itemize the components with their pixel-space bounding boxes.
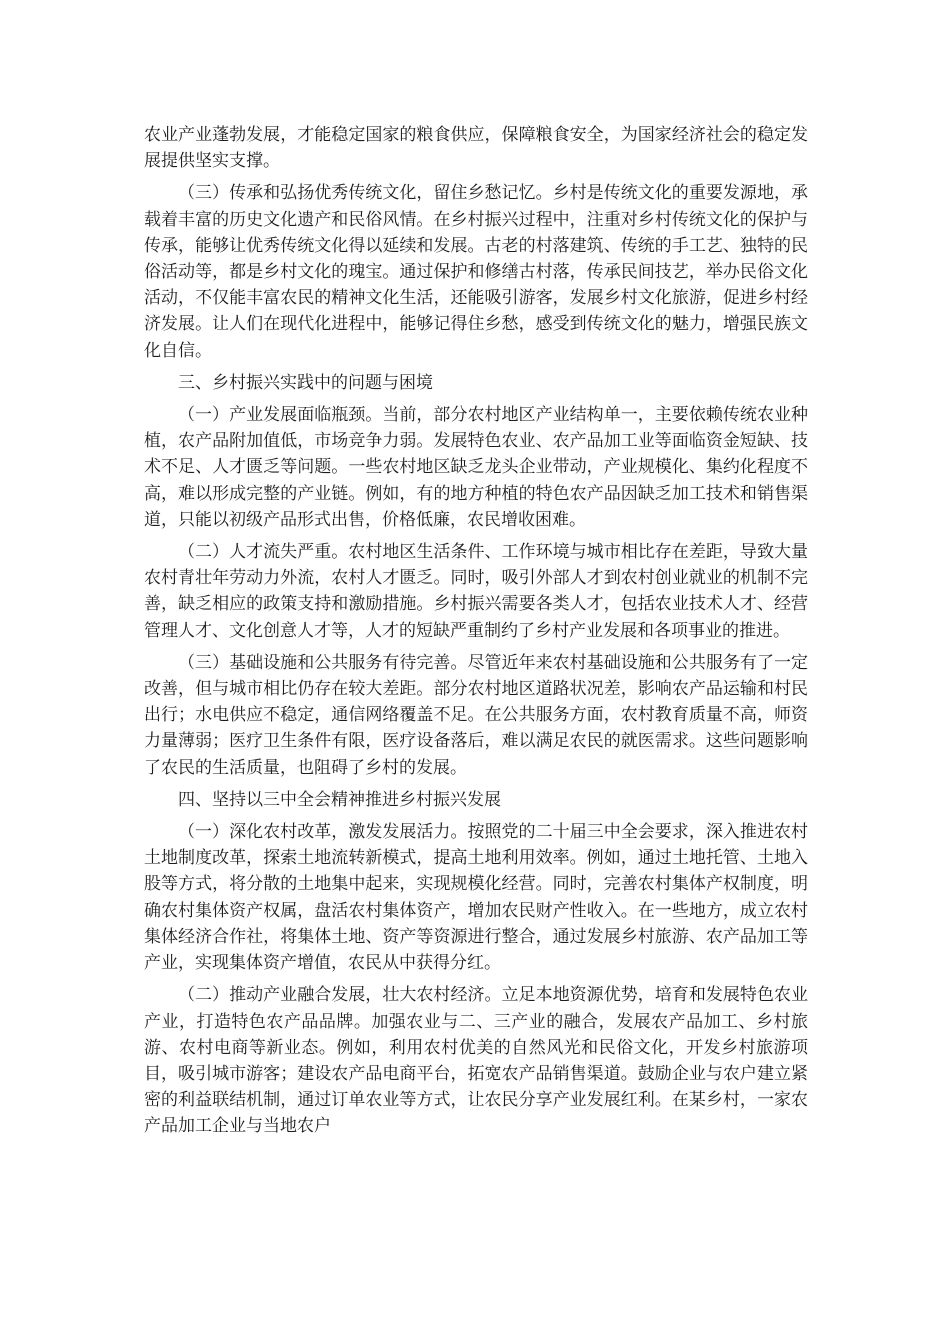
document-page	[144, 122, 808, 1146]
paragraph-infrastructure: （三）基础设施和公共服务有待完善。尽管近年来农村基础设施和公共服务有了一定改善，但与城市相比仍存在较大差距。部分农村地区道路状况差，影响农产品运输和村民出行；水电供应不稳定，通信网络覆盖不足。在公共服务方面，农村教育质量不高，师资力量薄弱；医疗卫生条件有限，医疗设备落后，难以满足农民的就医需求。这些问题影响了农民的生活质量，也阻碍了乡村的发展。	[144, 652, 808, 778]
paragraph-industry-bottleneck: （一）产业发展面临瓶颈。当前，部分农村地区产业结构单一，主要依赖传统农业种植，农产品附加值低，市场竞争力弱。发展特色农业、农产品加工业等面临资金短缺、技术不足、人才匮乏等问题。一些农村地区缺乏龙头企业带动，产业规模化、集约化程度不高，难以形成完整的产业链。例如，有的地方种植的特色农产品因缺乏加工技术和销售渠道，只能以初级产品形式出售，价格低廉，农民增收困难。	[144, 405, 808, 530]
paragraph-culture-heritage: （三）传承和弘扬优秀传统文化，留住乡愁记忆。乡村是传统文化的重要发源地，承载着丰富的历史文化遗产和民俗风情。在乡村振兴过程中，注重对乡村传统文化的保护与传承，能够让优秀传统文化得以延续和发展。古老的村落建筑、传统的手工艺、独特的民俗活动等，都是乡村文化的瑰宝。通过保护和修缮古村落，传承民间技艺，举办民俗文化活动，不仅能丰富农民的精神文化生活，还能吸引游客，发展乡村文化旅游，促进乡村经济发展。让人们在现代化进程中，能够记得住乡愁，感受到传统文化的魅力，增强民族文化自信。	[144, 183, 808, 361]
paragraph-rural-reform: （一）深化农村改革，激发发展活力。按照党的二十届三中全会要求，深入推进农村土地制度改革，探索土地流转新模式，提高土地利用效率。例如，通过土地托管、土地入股等方式，将分散的土地集中起来，实现规模化经营。同时，完善农村集体产权制度，明确农村集体资产权属，盘活农村集体资产，增加农民财产性收入。在一些地方，成立农村集体经济合作社，将集体土地、资产等资源进行整合，通过发展乡村旅游、农产品加工等产业，实现集体资产增值，农民从中获得分红。	[144, 822, 808, 974]
paragraph-industry-integration: （二）推动产业融合发展，壮大农村经济。立足本地资源优势，培育和发展特色农业产业，打造特色农产品品牌。加强农业与二、三产业的融合，发展农产品加工、乡村旅游、农村电商等新业态。例如，利用农村优美的自然风光和民俗文化，开发乡村旅游项目，吸引城市游客；建设农产品电商平台，拓宽农产品销售渠道。鼓励企业与农户建立紧密的利益联结机制，通过订单农业等方式，让农民分享产业发展红利。在某乡村，一家农产品加工企业与当地农户	[144, 985, 808, 1137]
paragraph-talent-loss: （二）人才流失严重。农村地区生活条件、工作环境与城市相比存在差距，导致大量农村青壮年劳动力外流，农村人才匮乏。同时，吸引外部人才到农村创业就业的机制不完善，缺乏相应的政策支持和激励措施。乡村振兴需要各类人才，包括农业技术人才、经营管理人才、文化创意人才等，人才的短缺严重制约了乡村产业发展和各项事业的推进。	[144, 542, 808, 641]
paragraph-continuation: 农业产业蓬勃发展，才能稳定国家的粮食供应，保障粮食安全，为国家经济社会的稳定发展提供坚实支撑。	[144, 125, 808, 172]
section-heading-promotion: 四、坚持以三中全会精神推进乡村振兴发展	[178, 789, 501, 810]
section-heading-problems: 三、乡村振兴实践中的问题与困境	[178, 372, 433, 393]
